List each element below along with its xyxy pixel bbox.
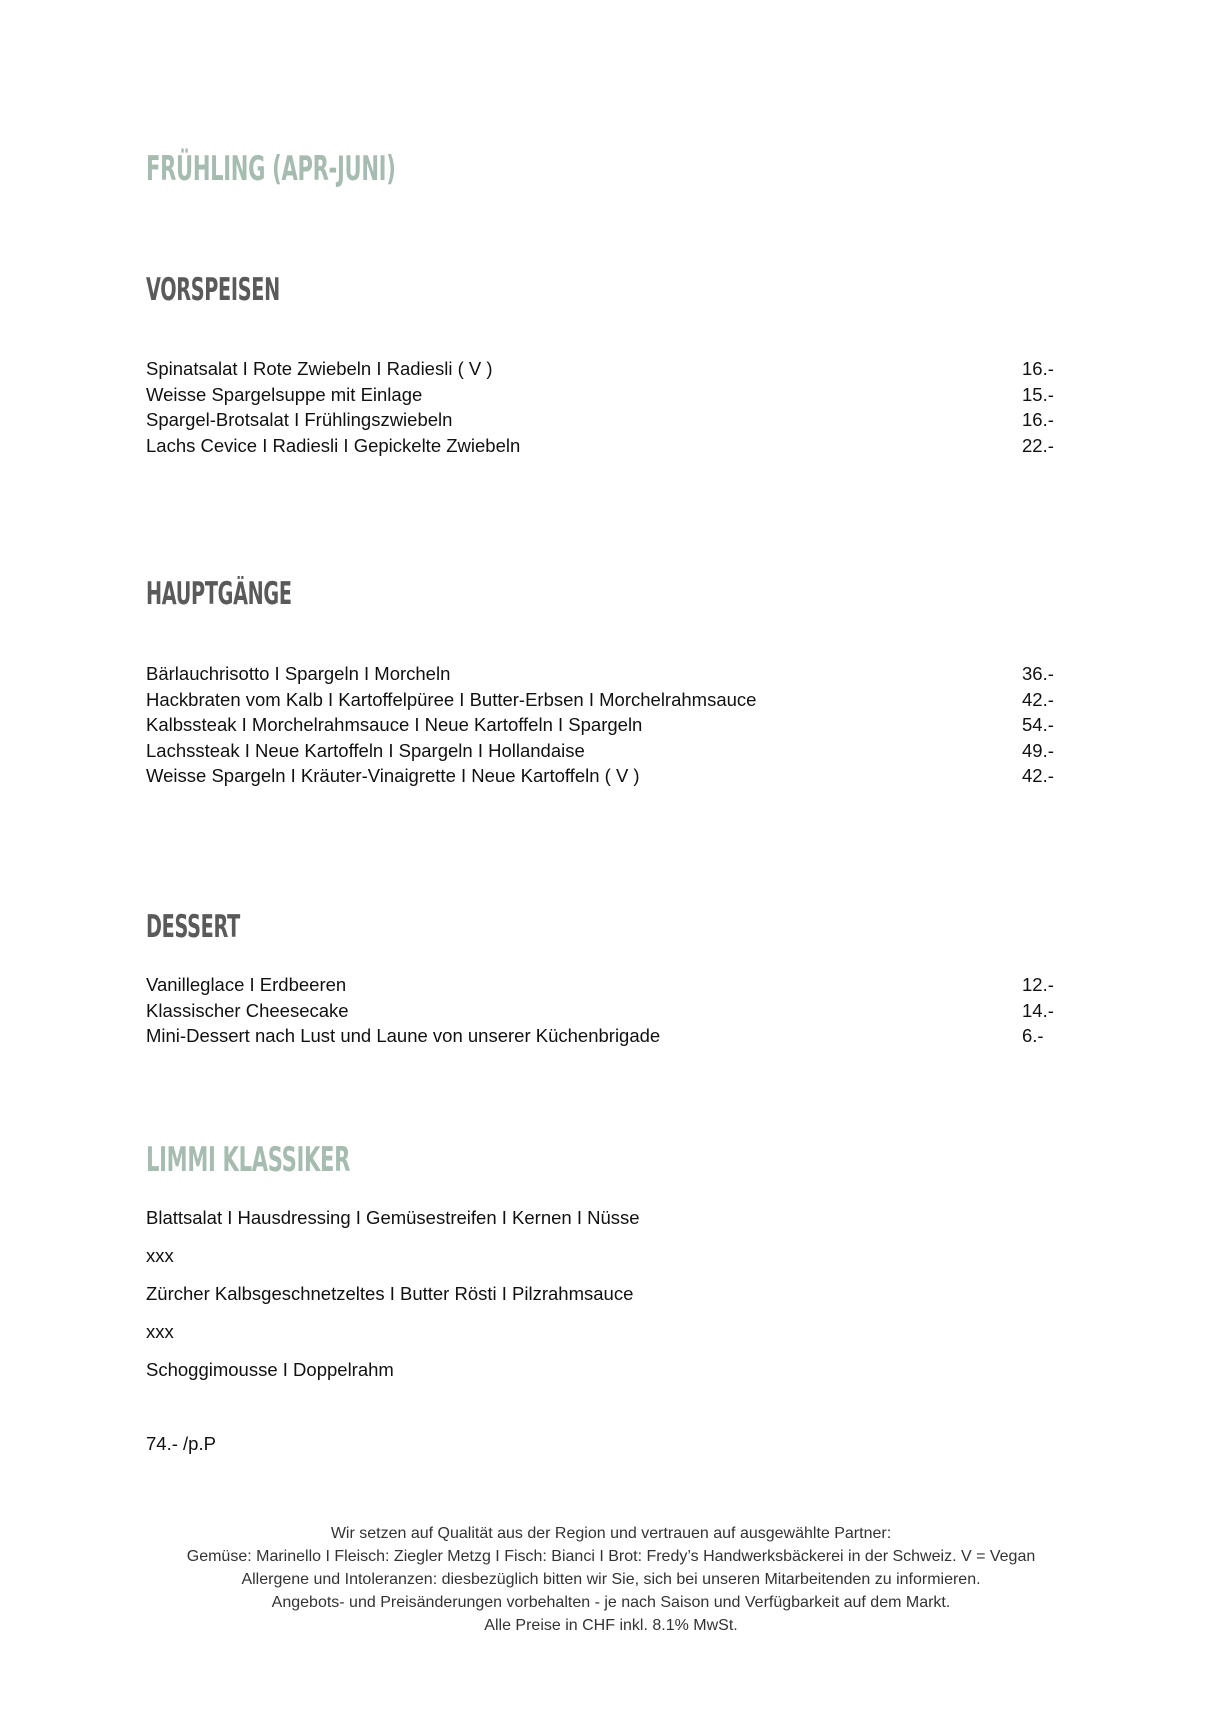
item-name: Spinatsalat I Rote Zwiebeln I Radiesli ( V ) <box>146 358 493 379</box>
footer-line: Alle Preise in CHF inkl. 8.1% MwSt. <box>484 1617 738 1634</box>
item-price: 42.- <box>1022 688 1054 710</box>
menu-item <box>146 1023 1056 1049</box>
item-price: 42.- <box>1022 765 1054 786</box>
menu-item <box>146 661 1056 687</box>
vorspeisen-list <box>146 356 1056 458</box>
klassiker-course: Schoggimousse I Doppelrahm <box>146 1359 394 1380</box>
item-name: Lachssteak I Neue Kartoffeln I Spargeln I Hollandaise <box>146 739 585 761</box>
section-title-dessert: DESSERT <box>146 909 240 945</box>
item-name: Weisse Spargeln I Kräuter-Vinaigrette I Neue Kartoffeln ( V ) <box>146 765 640 786</box>
item-price: 54.- <box>1022 714 1054 735</box>
klassiker-course: Blattsalat I Hausdressing I Gemüsestreifen I Kernen I Nüsse <box>146 1207 640 1228</box>
item-price: 49.- <box>1022 739 1054 761</box>
klassiker-separator: xxx <box>146 1321 174 1342</box>
item-price: 16.- <box>1022 358 1054 379</box>
menu-item <box>146 433 1056 459</box>
item-price: 36.- <box>1022 663 1054 684</box>
klassiker-separator: xxx <box>146 1245 174 1266</box>
item-price: 12.- <box>1022 974 1054 995</box>
menu-item <box>146 382 1056 408</box>
item-name: Vanilleglace I Erdbeeren <box>146 974 347 995</box>
menu-item <box>146 407 1056 433</box>
item-price: 22.- <box>1022 434 1054 456</box>
item-price: 16.- <box>1022 409 1054 430</box>
section-title-klassiker: LIMMI KLASSIKER <box>146 1140 351 1180</box>
footer-line: Wir setzen auf Qualität aus der Region und vertrauen auf ausgewählte Partner: <box>330 1525 892 1542</box>
footer-line: Gemüse: Marinello I Fleisch: Ziegler Metzg I Fisch: Bianci I Brot: Fredy’s Handwerksbäckerei in der Schweiz. V = Vegan <box>186 1548 1036 1565</box>
menu-item <box>146 738 1056 764</box>
item-name: Spargel-Brotsalat I Frühlingszwiebeln <box>146 409 453 430</box>
footer-line: Angebots- und Preisänderungen vorbehalten - je nach Saison und Verfügbarkeit auf dem Markt. <box>271 1594 951 1611</box>
item-name: Mini-Dessert nach Lust und Laune von unserer Küchenbrigade <box>146 1025 661 1046</box>
item-price: 6.- <box>1022 1025 1044 1046</box>
klassiker-course: Zürcher Kalbsgeschnetzeltes I Butter Rösti I Pilzrahmsauce <box>146 1283 634 1304</box>
footer-notes <box>0 1522 1222 1637</box>
menu-item <box>146 687 1056 713</box>
item-price: 14.- <box>1022 999 1054 1021</box>
section-title-hauptgaenge: HAUPTGÄNGE <box>146 576 292 612</box>
item-name: Hackbraten vom Kalb I Kartoffelpüree I Butter-Erbsen I Morchelrahmsauce <box>146 688 757 710</box>
item-price: 15.- <box>1022 383 1054 405</box>
footer-line: Allergene und Intoleranzen: diesbezüglich bitten wir Sie, sich bei unseren Mitarbeitenden zu informieren. <box>241 1571 981 1588</box>
season-title: FRÜHLING (APR-JUNI) <box>146 149 396 189</box>
menu-item <box>146 972 1056 998</box>
item-name: Bärlauchrisotto I Spargeln I Morcheln <box>146 663 451 684</box>
klassiker-price: 74.- /p.P <box>146 1433 216 1454</box>
menu-item <box>146 998 1056 1024</box>
item-name: Klassischer Cheesecake <box>146 999 349 1021</box>
menu-item <box>146 712 1056 738</box>
menu-item <box>146 356 1056 382</box>
item-name: Weisse Spargelsuppe mit Einlage <box>146 383 423 405</box>
section-title-vorspeisen: VORSPEISEN <box>146 272 280 308</box>
item-name: Lachs Cevice I Radiesli I Gepickelte Zwiebeln <box>146 434 521 456</box>
item-name: Kalbssteak I Morchelrahmsauce I Neue Kartoffeln I Spargeln <box>146 714 643 735</box>
hauptgaenge-list <box>146 661 1056 789</box>
menu-item <box>146 763 1056 789</box>
dessert-list <box>146 972 1056 1049</box>
